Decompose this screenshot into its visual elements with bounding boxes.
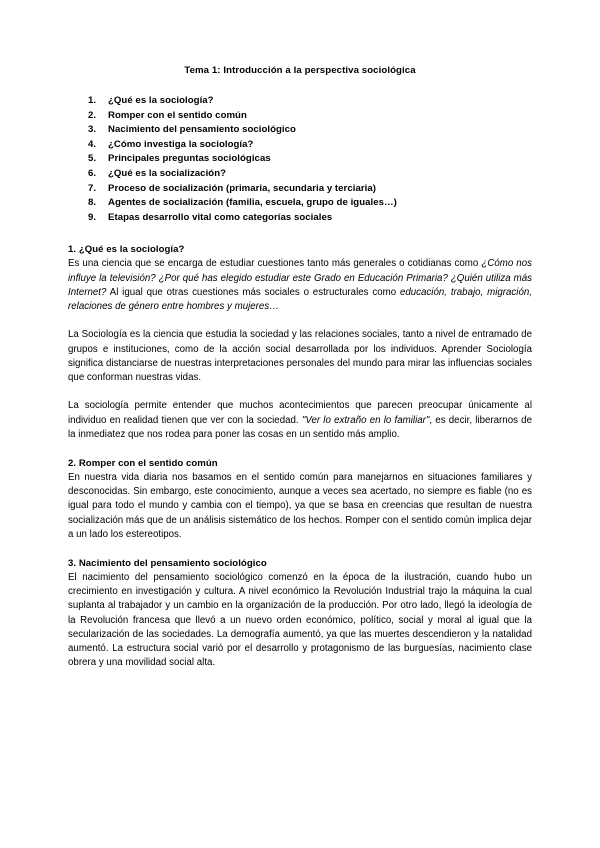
section-heading: 1. ¿Qué es la sociología?: [68, 244, 185, 256]
body-text: , es decir, liberarnos de la inmediatez que nos rodea para poner las cosas en un sentido más amplio.: [68, 414, 532, 440]
document-section: [68, 243, 532, 442]
section-heading: 3. Nacimiento del pensamiento sociológico: [68, 557, 267, 569]
document-section: [68, 557, 532, 670]
document-section: [68, 457, 532, 542]
toc-item-label: ¿Cómo investiga la sociología?: [108, 138, 254, 150]
toc-item: [68, 167, 532, 182]
toc-item-label: ¿Qué es la socialización?: [108, 167, 227, 179]
emphasis-text: educación, trabajo, migración, relaciones de género entre hombres y mujeres…: [68, 286, 532, 312]
toc-item-number: 8.: [88, 197, 97, 209]
toc-item-number: 5.: [88, 153, 97, 165]
body-text: El nacimiento del pensamiento sociológico comenzó en la época de la ilustración, cuando hubo un crecimiento en investigación y cultura. A nivel económico la Revolución Industrial trajo la máquina la cual suplanta al trabajador y un cambio en la organización de la producción. Por otro lado, llegó la ideología de la Revolución francesa que llevó a un nuevo orden económico, político, social y moral al igual que la secularización de las sociedades. La demografía aumentó, ya que las muertes descendieron y la natalidad aumentó. La estructura social varió por el desarrollo y protagonismo de las burguesías, nacimiento clase obrera y una movilidad social alta.: [68, 571, 532, 669]
toc-item-number: 6.: [88, 167, 97, 179]
toc-item-label: Romper con el sentido común: [108, 109, 247, 121]
toc-item: [68, 138, 532, 153]
toc-item: [68, 211, 532, 226]
toc-item-number: 3.: [88, 124, 97, 136]
section-paragraph: [68, 399, 532, 442]
document-content: [68, 64, 532, 670]
body-text: En nuestra vida diaria nos basamos en el sentido común para manejarnos en situaciones familiares y desconocidas. Sin embargo, este conocimiento, aunque a veces sea acertado, no siempre es fiable (no es igual para todo el mundo y cambia con el tiempo), ya que se basa en creencias que resultan de nuestra socialización más que de un análisis sistemático de los hechos. Romper con el sentido común implica dejar a un lado los estereotipos.: [68, 471, 532, 540]
toc-item-label: ¿Qué es la sociología?: [108, 95, 214, 106]
toc-item-label: Etapas desarrollo vital como categorías sociales: [108, 211, 333, 223]
body-text: Es una ciencia que se encarga de estudiar cuestiones tanto más generales o cotidianas como: [68, 258, 482, 270]
toc-item-number: 9.: [88, 211, 97, 223]
toc-item-label: Principales preguntas sociológicas: [108, 153, 271, 165]
section-paragraph: [68, 471, 532, 542]
section-paragraph: [68, 571, 532, 670]
toc-item-label: Agentes de socialización (familia, escuela, grupo de iguales…): [108, 197, 397, 209]
toc-item-label: Nacimiento del pensamiento sociológico: [108, 124, 296, 136]
sections-container: [68, 243, 532, 670]
emphasis-text: "Ver lo extraño en lo familiar": [301, 414, 430, 426]
toc-item: [68, 152, 532, 167]
toc-item-number: 4.: [88, 138, 97, 150]
page-title: Tema 1: Introducción a la perspectiva sociológica: [184, 65, 416, 76]
toc-item-number: 7.: [88, 182, 97, 194]
toc-item: [68, 123, 532, 138]
section-paragraph: [68, 328, 532, 385]
body-text: La sociología permite entender que muchos acontecimientos que parecen preocupar únicamente al individuo en realidad tienen que ver con la sociedad.: [68, 400, 532, 426]
toc-item-number: 2.: [88, 109, 97, 121]
body-text: Al igual que otras cuestiones más sociales o estructurales como: [106, 286, 400, 298]
table-of-contents: [68, 94, 532, 225]
section-paragraph: [68, 257, 532, 314]
emphasis-text: ¿Cómo nos influye la televisión? ¿Por qué has elegido estudiar este Grado en Educación Primaria? ¿Quién utiliza más Internet?: [68, 258, 532, 298]
toc-item: [68, 109, 532, 124]
toc-item-label: Proceso de socialización (primaria, secundaria y terciaria): [108, 182, 376, 194]
section-heading: 2. Romper con el sentido común: [68, 457, 218, 469]
toc-item-number: 1.: [88, 95, 97, 106]
toc-item: [68, 196, 532, 211]
toc-item: [68, 94, 532, 109]
body-text: La Sociología es la ciencia que estudia la sociedad y las relaciones sociales, tanto a nivel de entramado de grupos e instituciones, como de la acción social desarrollada por los individuos. Aprender Sociología significa distanciarse de nuestras interpretaciones personales del mundo para mirar las influencias sociales que conforman nuestras vidas.: [68, 329, 532, 383]
toc-item: [68, 182, 532, 197]
